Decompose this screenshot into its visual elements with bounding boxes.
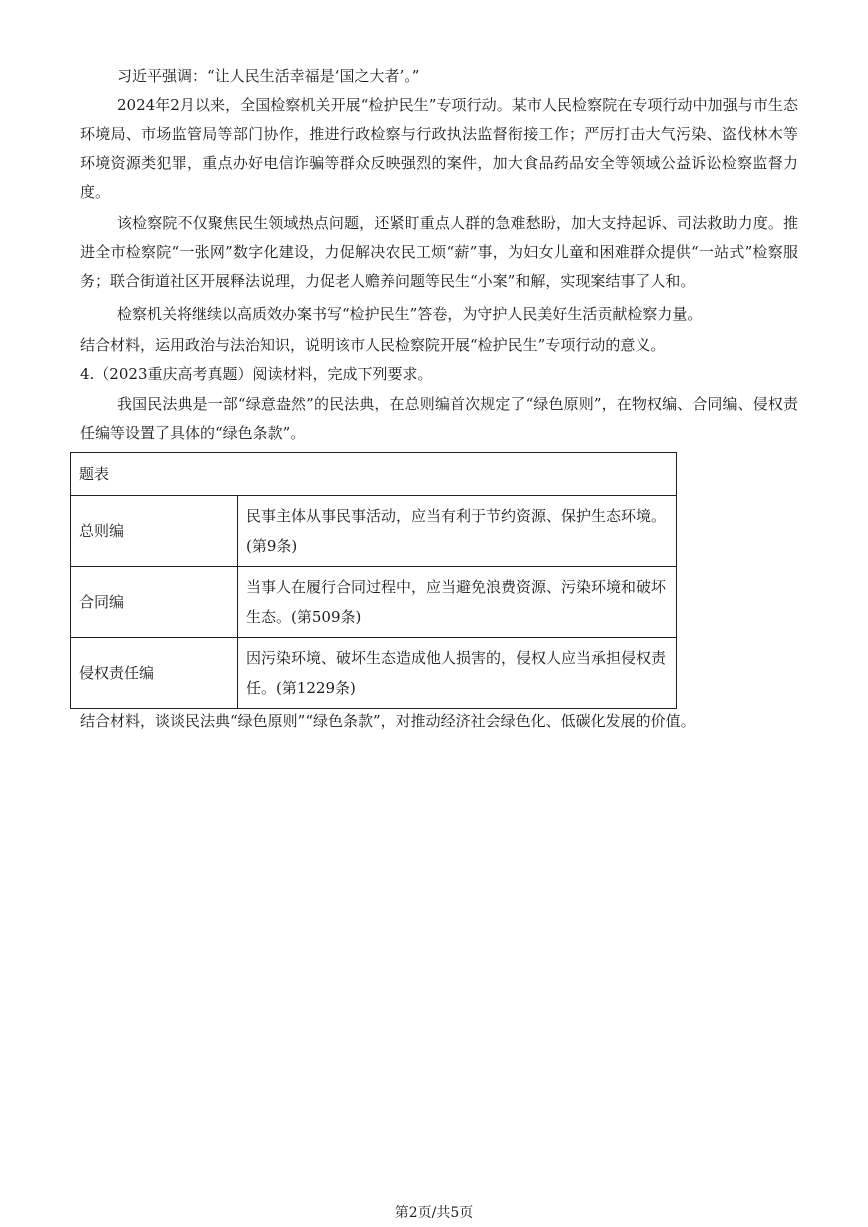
material-paragraph-2: 该检察院不仅聚焦民生领域热点问题，还紧盯重点人群的急难愁盼，加大支持起诉、司法救助力度。推进全市检察院“一张网”数字化建设，力促解决农民工烦“薪”事，为妇女儿童和困难群众提供“一站式”检察服务；联合街道社区开展释法说理，力促老人赡养问题等民生“小案”和解，实现案结事了人和。 bbox=[80, 214, 798, 290]
table-caption: 题表 bbox=[71, 453, 677, 496]
material-paragraph-4: 我国民法典是一部“绿意盎然”的民法典，在总则编首次规定了“绿色原则”，在物权编、合同编、侵权责任编等设置了具体的“绿色条款”。 bbox=[80, 395, 798, 442]
table-caption-row bbox=[71, 453, 677, 496]
table-row-content: 民事主体从事民事活动，应当有利于节约资源、保护生态环境。(第9条) bbox=[238, 496, 677, 567]
table-row-content: 当事人在履行合同过程中，应当避免浪费资源、污染环境和破坏生态。(第509条) bbox=[238, 567, 677, 638]
page-number: 第2页/共5页 bbox=[394, 1205, 474, 1221]
question-prompt-4: 结合材料，谈谈民法典“绿色原则”“绿色条款”，对推动经济社会绿色化、低碳化发展的价值。 bbox=[80, 712, 696, 730]
question-prompt-3: 结合材料，运用政治与法治知识，说明该市人民检察院开展“检护民生”专项行动的意义。 bbox=[80, 336, 666, 354]
civil-code-table bbox=[70, 452, 677, 709]
table-row bbox=[71, 567, 677, 638]
material-paragraph-3: 检察机关将继续以高质效办案书写“检护民生”答卷，为守护人民美好生活贡献检察力量。 bbox=[117, 305, 703, 323]
quote-paragraph: 习近平强调：“让人民生活幸福是‘国之大者’。” bbox=[117, 67, 420, 85]
table-row-label: 侵权责任编 bbox=[71, 638, 238, 709]
question-heading-4: 4.（2023重庆高考真题）阅读材料，完成下列要求。 bbox=[80, 365, 433, 383]
table-row bbox=[71, 496, 677, 567]
table-row-label: 总则编 bbox=[71, 496, 238, 567]
table-row-label: 合同编 bbox=[71, 567, 238, 638]
material-paragraph-1: 2024年2月以来，全国检察机关开展“检护民生”专项行动。某市人民检察院在专项行动中加强与市生态环境局、市场监管局等部门协作，推进行政检察与行政执法监督衔接工作；严厉打击大气污染、盗伐林木等环境资源类犯罪，重点办好电信诈骗等群众反映强烈的案件，加大食品药品安全等领域公益诉讼检察监督力度。 bbox=[80, 96, 798, 201]
table-row-content: 因污染环境、破坏生态造成他人损害的，侵权人应当承担侵权责任。(第1229条) bbox=[238, 638, 677, 709]
table-row bbox=[71, 638, 677, 709]
